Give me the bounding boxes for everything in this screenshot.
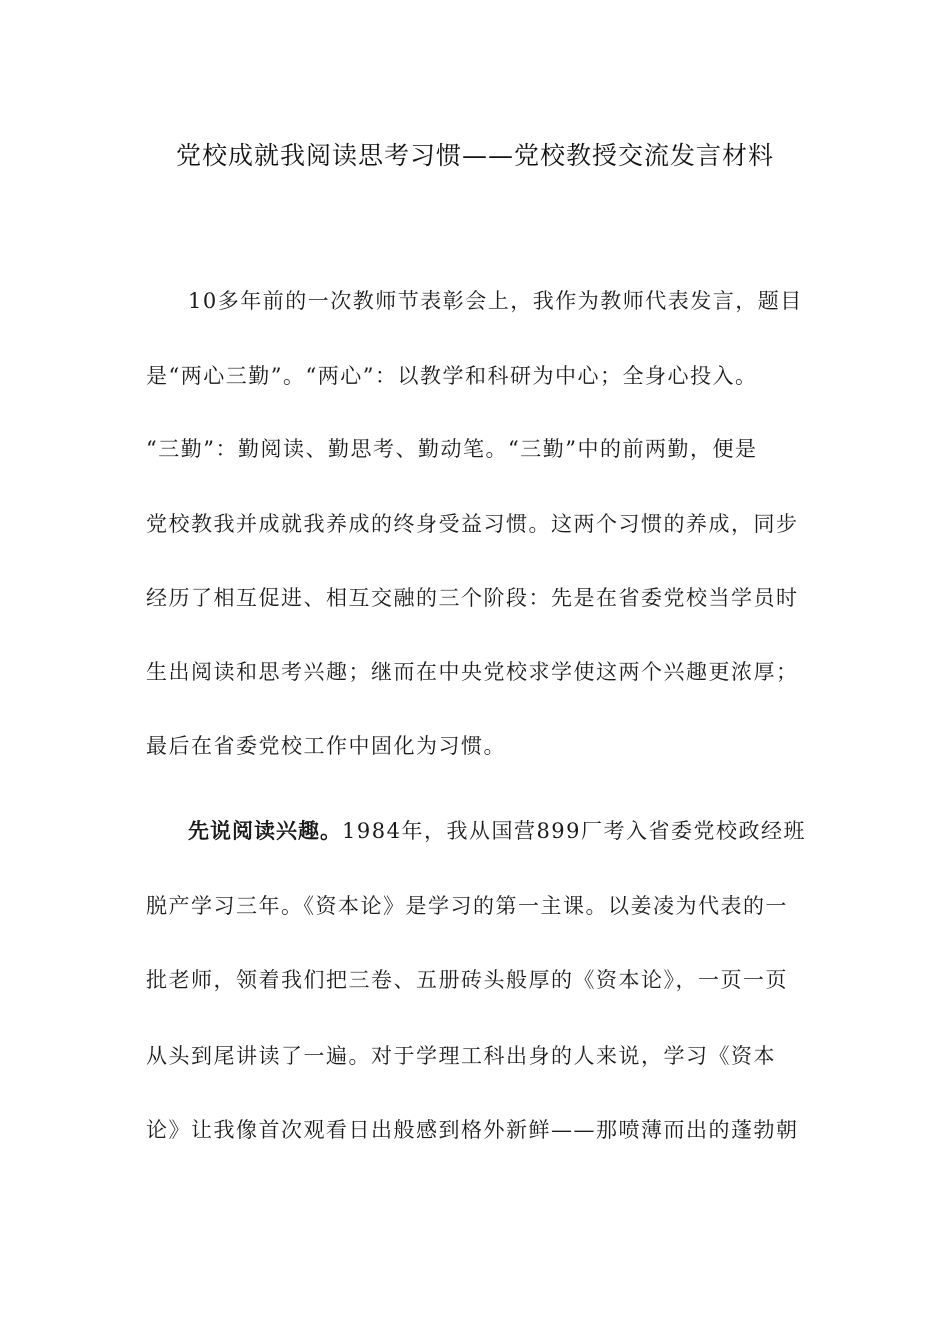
paragraph-2-line-4: 从头到尾讲读了一遍。对于学理工科出身的人来说，学习《资本 xyxy=(146,1044,776,1068)
paragraph-2-line-2: 脱产学习三年。《资本论》是学习的第一主课。以姜凌为代表的一 xyxy=(146,894,788,918)
paragraph-2-line-1-text: 1984年，我从国营899厂考入省委党校政经班 xyxy=(342,819,807,843)
paragraph-2-line-3: 批老师，领着我们把三卷、五册砖头般厚的《资本论》，一页一页 xyxy=(146,968,788,992)
paragraph-1-line-3: “三勤”：勤阅读、勤思考、勤动笔。“三勤”中的前两勤，便是 xyxy=(146,437,758,461)
paragraph-2-line-1 xyxy=(188,815,868,847)
paragraph-1-line-1: 10多年前的一次教师节表彰会上，我作为教师代表发言，题目 xyxy=(188,289,803,313)
paragraph-1-line-7: 最后在省委党校工作中固化为习惯。 xyxy=(146,734,506,758)
paragraph-2-line-5: 论》让我像首次观看日出般感到格外新鲜——那喷薄而出的蓬勃朝 xyxy=(146,1118,799,1142)
paragraph-1-line-4: 党校教我并成就我养成的终身受益习惯。这两个习惯的养成，同步 xyxy=(146,512,799,536)
paragraph-1-line-2: 是“两心三勤”。“两心”：以教学和科研为中心；全身心投入。 xyxy=(146,364,758,388)
document-title: 党校成就我阅读思考习惯——党校教授交流发言材料 xyxy=(175,141,774,170)
paragraph-1-line-6: 生出阅读和思考兴趣；继而在中央党校求学使这两个兴趣更浓厚； xyxy=(146,660,799,684)
paragraph-2-lead-heading: 先说阅读兴趣。 xyxy=(188,819,342,843)
paragraph-1-line-5: 经历了相互促进、相互交融的三个阶段：先是在省委党校当学员时 xyxy=(146,586,799,610)
